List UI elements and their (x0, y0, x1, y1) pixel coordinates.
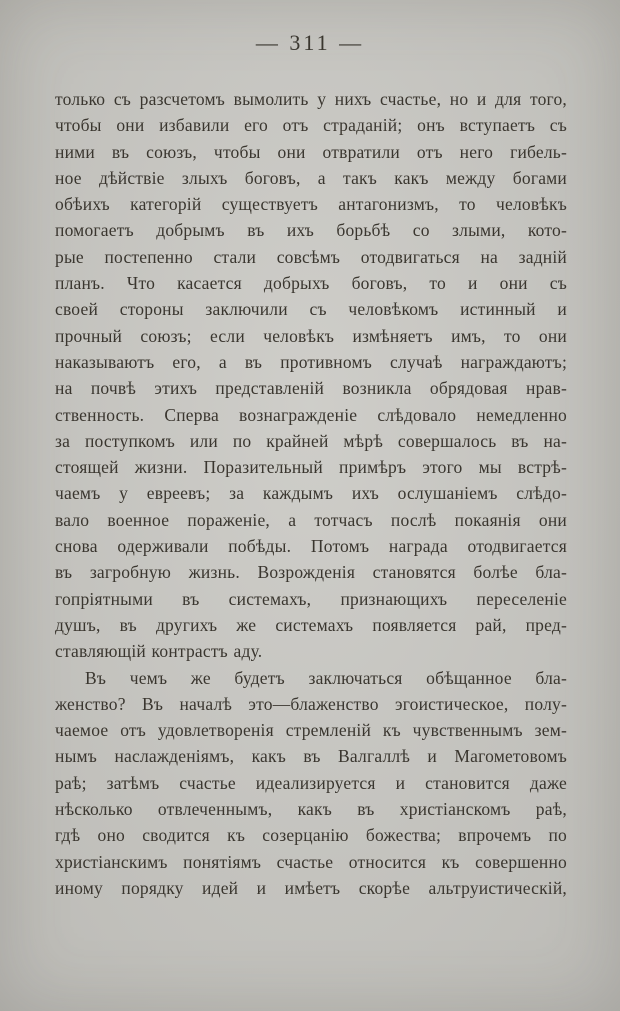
text-line: нымъ наслажденіямъ, какъ въ Валгаллѣ и Магометовомъ (55, 746, 567, 767)
text-line: своей стороны заключили съ человѣкомъ истинный и (55, 299, 567, 320)
text-line: гдѣ оно сводится къ созерцанію божества; впрочемъ по (55, 825, 567, 846)
text-line: въ загробную жизнь. Возрожденія становятся болѣе бла- (55, 562, 567, 583)
text-line: гопріятными въ системахъ, признающихъ переселеніе (55, 588, 567, 609)
text-line: только съ разсчетомъ вымолить у нихъ счастье, но и для того, (55, 89, 567, 109)
text-line-paragraph-end: ставляющій контрастъ аду. (55, 641, 263, 662)
text-line: обѣихъ категорій существуетъ антагонизмъ, то человѣкъ (55, 194, 567, 215)
text-line: чтобы они избавили его отъ страданій; онъ вступаетъ съ (55, 115, 567, 136)
page-body (55, 86, 567, 901)
text-line: ственность. Сперва вознагражденіе слѣдовало немедленно (55, 404, 567, 425)
text-line: иному порядку идей и имѣетъ скорѣе альтруистическій, (55, 877, 567, 898)
page-number-header: — 311 — (255, 30, 365, 55)
text-line: ними въ союзъ, чтобы они отвратили отъ него гибель- (55, 141, 567, 162)
text-line: чаемъ у евреевъ; за каждымъ ихъ ослушаніемъ слѣдо- (55, 483, 567, 504)
text-line-paragraph-start: Въ чемъ же будетъ заключаться обѣщанное бла- (85, 667, 567, 688)
text-line: ное дѣйствіе злыхъ боговъ, а такъ какъ между богами (55, 167, 567, 188)
text-line: помогаетъ добрымъ въ ихъ борьбѣ со злыми, кото- (55, 220, 567, 241)
text-line: душъ, въ другихъ же системахъ появляется рай, пред- (55, 614, 567, 635)
text-line: планъ. Что касается добрыхъ боговъ, то и они съ (55, 273, 567, 294)
text-line: за поступкомъ или по крайней мѣрѣ совершалось въ на- (55, 430, 567, 451)
text-line: снова одерживали побѣды. Потомъ награда отодвигается (55, 536, 567, 557)
text-line: вало военное пораженіе, а тотчасъ послѣ покаянія они (55, 509, 567, 530)
text-line: раѣ; затѣмъ счастье идеализируется и становится даже (55, 772, 567, 793)
text-line: нѣсколько отвлеченнымъ, какъ въ христіанскомъ раѣ, (55, 799, 567, 820)
text-line: стоящей жизни. Поразительный примѣръ этого мы встрѣ- (55, 457, 567, 478)
text-line: на почвѣ этихъ представленій возникла обрядовая нрав- (55, 378, 567, 399)
text-line: христіанскимъ понятіямъ счастье относится къ совершенно (55, 851, 567, 872)
text-line: наказываютъ его, а въ противномъ случаѣ награждаютъ; (55, 351, 567, 372)
text-line: чаемое отъ удовлетворенія стремленій къ чувственнымъ зем- (55, 720, 567, 741)
text-line: прочный союзъ; если человѣкъ измѣняетъ имъ, то они (55, 325, 567, 346)
text-line: рые постепенно стали совсѣмъ отодвигаться на задній (55, 246, 567, 267)
text-line: женство? Въ началѣ это—блаженство эгоистическое, полу- (55, 693, 567, 714)
